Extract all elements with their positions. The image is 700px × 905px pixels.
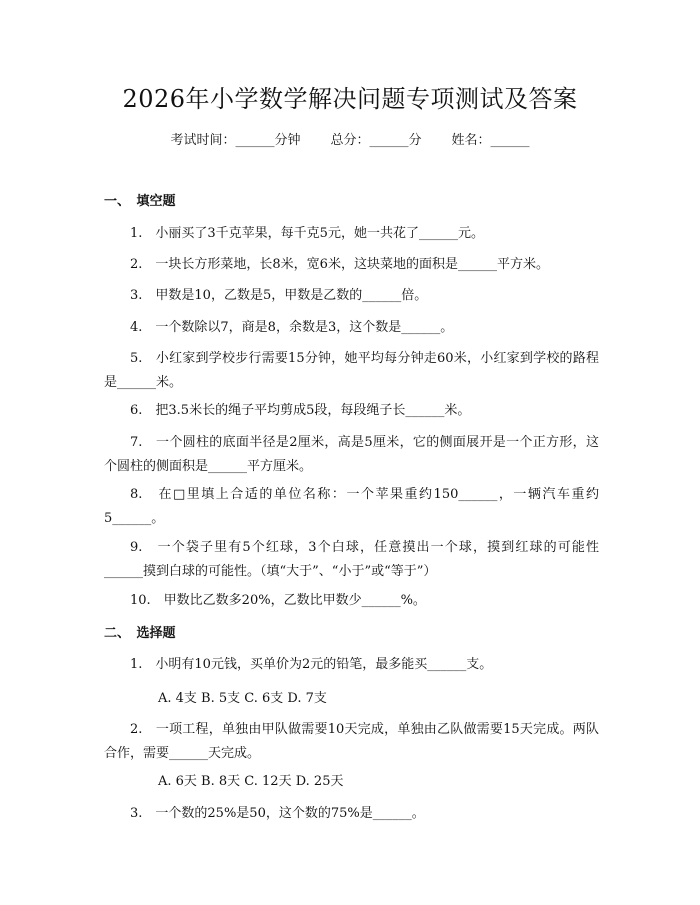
choice-question-1-options: A. 4支 B. 5支 C. 6支 D. 7支 (158, 691, 327, 706)
exam-name-field: 姓名：______ (451, 133, 530, 148)
choice-question-1: 1. 小明有10元钱，买单价为2元的铅笔，最多能买______支。 (130, 657, 493, 672)
fill-question-7: 7. 一个圆柱的底面半径是2厘米，高是5厘米，它的侧面展开是一个正方形，这个圆柱的侧面积是______平方厘米。 (104, 435, 599, 474)
document-title: 2026年小学数学解决问题专项测试及答案 (122, 85, 578, 113)
fill-question-8: 8. 在□里填上合适的单位名称：一个苹果重约150______，一辆汽车重约5______。 (104, 487, 599, 526)
fill-question-10: 10. 甲数比乙数多20%，乙数比甲数少______%。 (130, 593, 426, 608)
choice-question-3: 3. 一个数的25%是50，这个数的75%是______。 (130, 806, 425, 821)
exam-meta (0, 131, 700, 151)
exam-time: 考试时间：______分钟 (170, 133, 301, 148)
fill-question-2: 2. 一块长方形菜地，长8米，宽6米，这块菜地的面积是______平方米。 (130, 257, 549, 272)
fill-question-6: 6. 把3.5米长的绳子平均剪成5段，每段绳子长______米。 (130, 403, 471, 418)
fill-question-9: 9. 一个袋子里有5个红球，3个白球，任意摸出一个球，摸到红球的可能性______摸到白球的可能性。（填“大于”、“小于”或“等于”） (104, 540, 599, 579)
exam-total-score: 总分：______分 (330, 133, 422, 148)
fill-question-1: 1. 小丽买了3千克苹果，每千克5元，她一共花了______元。 (130, 226, 484, 241)
fill-question-3: 3. 甲数是10，乙数是5，甲数是乙数的______倍。 (130, 288, 428, 303)
fill-question-5: 5. 小红家到学校步行需要15分钟，她平均每分钟走60米，小红家到学校的路程是______米。 (104, 351, 599, 390)
fill-question-4: 4. 一个数除以7，商是8，余数是3，这个数是______。 (130, 320, 454, 335)
section-heading-choice: 二、 选择题 (104, 626, 176, 641)
choice-question-2: 2. 一项工程，单独由甲队做需要10天完成，单独由乙队做需要15天完成。两队合作，需要______天完成。 (104, 722, 599, 761)
choice-question-2-options: A. 6天 B. 8天 C. 12天 D. 25天 (158, 774, 344, 789)
section-heading-fill: 一、 填空题 (104, 194, 176, 209)
